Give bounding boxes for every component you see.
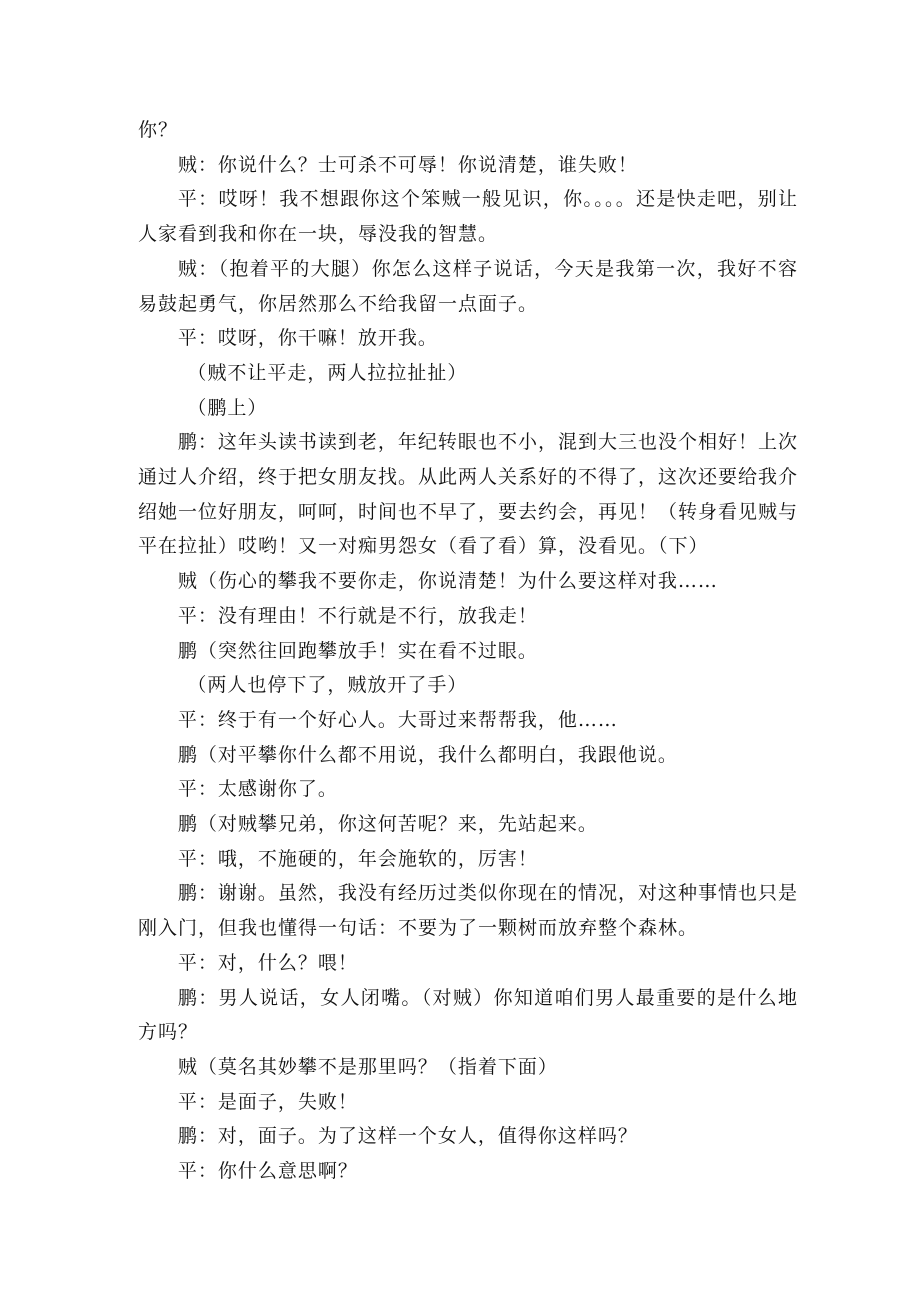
stage-direction: （贼不让平走，两人拉拉扯扯） [187, 361, 468, 384]
dialogue-line: 平：哦，不施硬的，年会施软的，厉害！ [177, 847, 538, 870]
dialogue-line: 平：终于有一个好心人。大哥过来帮帮我，他…… [177, 708, 618, 731]
dialogue-line: 贼：（抱着平的大腿）你怎么这样子说话，今天是我第一次，我好不容易鼓起勇气，你居然那么不给我留一点面子。 [138, 257, 798, 315]
dialogue-line: 鹏：这年头读书读到老，年纪转眼也不小，混到大三也没个相好！上次通过人介绍，终于把女朋友找。从此两人关系好的不得了，这次还要给我介绍她一位好朋友，呵呵，时间也不早了，要去约会，再见！（转身看见贼与平在拉扯）哎哟！又一对痴男怨女（看了看）算，没看见。（下） [138, 431, 799, 558]
dialogue-line: 鹏（对平攀你什么都不用说，我什么都明白，我跟他说。 [177, 743, 678, 766]
dialogue-line: 鹏：对，面子。为了这样一个女人，值得你这样吗？ [177, 1125, 638, 1148]
dialogue-line: 鹏（对贼攀兄弟，你这何苦呢？来，先站起来。 [177, 813, 598, 836]
dialogue-line: 贼（莫名其妙攀不是那里吗？（指着下面） [177, 1055, 558, 1078]
dialogue-line: 鹏：男人说话，女人闭嘴。（对贼）你知道咱们男人最重要的是什么地方吗？ [138, 986, 798, 1044]
dialogue-line: 平：太感谢你了。 [177, 778, 338, 801]
dialogue-line: 平：对，什么？喂！ [177, 951, 358, 974]
dialogue-line: 平：哎呀！我不想跟你这个笨贼一般见识，你。。。。还是快走吧，别让人家看到我和你在一块，辱没我的智慧。 [138, 188, 798, 246]
stage-direction: （两人也停下了，贼放开了手） [187, 674, 468, 697]
script-body [138, 113, 798, 1189]
dialogue-line: 平：哎呀，你干嘛！放开我。 [177, 327, 438, 350]
dialogue-line: 贼：你说什么？士可杀不可辱！你说清楚，谁失败！ [177, 153, 638, 176]
dialogue-line: 鹏（突然往回跑攀放手！实在看不过眼。 [177, 639, 538, 662]
dialogue-line: 平：是面子，失败！ [177, 1090, 358, 1113]
text-line-continuation: 你？ [138, 119, 179, 141]
dialogue-line: 贼（伤心的攀我不要你走，你说清楚！为什么要这样对我…… [177, 570, 718, 593]
dialogue-line: 鹏：谢谢。虽然，我没有经历过类似你现在的情况，对这种事情也只是刚入门，但我也懂得一句话：不要为了一颗树而放弃整个森林。 [138, 882, 798, 940]
dialogue-line: 平：没有理由！不行就是不行，放我走！ [177, 604, 538, 627]
stage-direction: （鹏上） [187, 396, 268, 419]
dialogue-line: 平：你什么意思啊？ [177, 1160, 358, 1183]
